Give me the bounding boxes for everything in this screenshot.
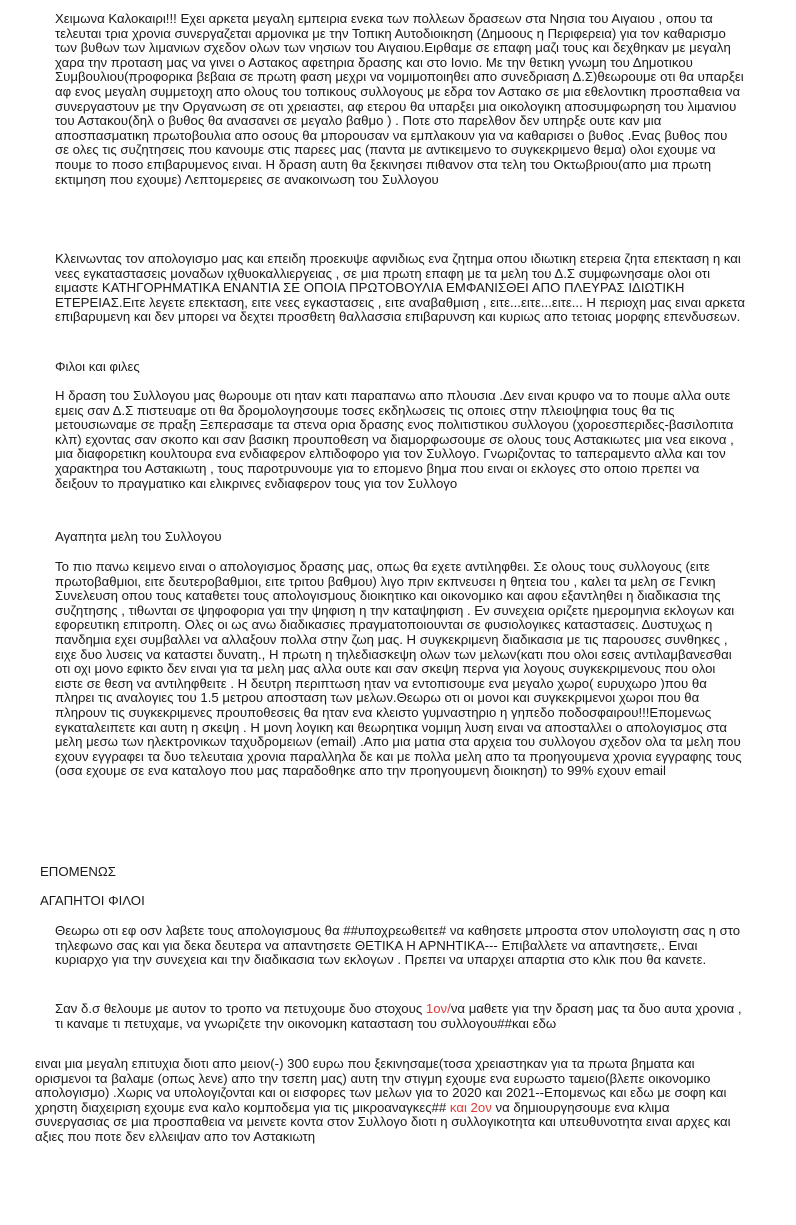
paragraph-goals bbox=[55, 1002, 745, 1031]
paragraph-final bbox=[35, 1057, 745, 1145]
paragraph-intro: Χειμωνα Καλοκαιρι!!! Εχει αρκετα μεγαλη εμπειρια ενεκα των πολλεων δρασεων στα Νησια του Αιγαιου , οπου τα τελευται τρια χρονια συνεργαζεται αρμονικα με την Τοπικη Αυτοδιοικηση (Δημοους η Περιφερεια) για τον καθαρισμο των βυθων των λιμανιων σχεδον ολων των νησιων του Αιγαιου.Ειρθαμε σε επαφη μαζι τους και δεχθηκαν με μεγαλη χαρα την προταση μας να γινει ο Αστακος αφετηρια δρασης και στο Ιονιο. Με την θετικη γνωμη του Δημοτικου Συμβουλιου(προφορικα βεβαια σε πρωτη φαση μεχρι να νομιμοποιηθει απο συνεδριαση Δ.Σ)θεωρουμε οτι θα υπαρξει αφ ενος μεγαλη συμμετοχη απο ολους του τοπικους συλλογους με εδρα τον Αστακο σε μια εθελοντικη προσπαθεια να συνεργαστουν με την Οργανωση σε οτι χρειαστει, αφ ετερου θα υπαρξει μια οικολογικη αποσυμφωρηση του λιμανιου του Αστακου(δηλ ο βυθος θα ανασανει σε μεγαλο βαθμο ) . Ποτε στο παρελθον δεν υπηρξε ουτε καν μια αποσπασματικη πρωτοβουλια απο οσους θα μπορουσαν να εμπλακουν για να καθαρισει ο βυθος .Ενας βυθος που σε ολες τις συζητησεις που κανουμε στις παρεες μας (παντα με αντικειμενο το συγκεκριμενο θεμα) ολοι εχουμε να πουμε το ποσο επιβαρυμενος ειναι. Η δραση αυτη θα ξεκινησει πιθανον στα τελη του Οκτωβριου(απο μια πρωτη εκτιμηση που εχουμε) Λεπτομερειες σε ανακοινωση του Συλλογου bbox=[55, 11, 744, 187]
paragraph-friends: Η δραση του Συλλογου μας θωρουμε οτι ηταν κατι παραπανω απο πλουσια .Δεν ειναι κρυφο να το πουμε αλλα ουτε εμεις σαν Δ.Σ πιστευαμε οτι θα δρομολογησουμε τοσες εκδηλωσεις τις οποιες στην πλειοψηφια τους θα τις μετουσιωναμε σε πραξη Ξεπερασαμε τα στενα ορια δρασης ενος πολιτιστικου συλλογου (χοροεσπεριδες-βασιλοπιτα κλπ) εχοντας σαν σκοπο και σαν βασικη προυποθεση να διαμορφωσουμε σε ολους τους Αστακιωτες μια νεα εικονα , μια διαφορετικη κουλτουρα ενα ενδιαφερον ελπιδοφορο για τον Συλλογο. Γνωριζοντας το ταπεραμεντο αλλα και τον χαρακτηρα του Αστακιωτη , τους παροτρυνουμε για το επομενο βημα που ειναι οι εκλογες στο οποιο πρεπει να δειξουν το πραγματικο και ελικρινες ενδιαφερον τους για τον Συλλογο bbox=[55, 388, 734, 491]
final-second-marker: και 2ον bbox=[446, 1099, 492, 1115]
heading-dear-friends: ΑΓΑΠΗΤΟΙ ΦΙΛΟΙ bbox=[40, 893, 145, 908]
heading-friends: Φιλοι και φιλες bbox=[55, 359, 140, 374]
paragraph-members: Το πιο πανω κειμενο ειναι ο απολογισμος δρασης μας, οπως θα εχετε αντιληφθει. Σε ολους τους συλλογους (ειτε πρωτοβαθμιοι, ειτε δευτεροβαθμιοι, ειτε τριτου βαθμου) λιγο πριν εκπνευσει η θητεια του , καλει τα μελη σε Γενικη Συνελευση οπου τους καταθετει τους απολογισμους διοικητικο και οικονομικο και αφου εξαντληθει η διαδικασια της συζητησης , τιθωνται σε ψηφοφορια γαι την ψηφιση η την καταψηφιση . Εν συνεχεια οριζετε ημερομηνια εκλογων και εφορευτικη επιτροπη. Ολες οι ως ανω διαδικασιες πραγματοποιουνται σε φυσιολογικες καταστασεις. Δυστυχως η πανδημια εχει συμβαλλει να αλλαξουν πολλα στην ζωη μας. Η συγκεκριμενη διαδικασια με τις παρουσες συνθηκες , ειχε δυο λυσεις να καταστει δυνατη., Η πρωτη η τηλεδιασκεψη ολων των μελων(κατι που ολοι εσεις αντιλαμβανεσθαι οτι οχι μονο εφικτο δεν ειναι για τα μελη μας αλλα ουτε και σαν σκεψη περνα για λογους συγκεκριμενους που ολοι ειστε σε θεση να αντιληφθειτε . Η δευτρη περιπτωση ηταν να εντοπισουμε ενα μεγαλο χωρο( ευρυχωρο )που θα πληρει τις αναλογιες του 1.5 μετρου αποσταση των μελων.Θεωρω οτι οι μονοι και συγκεκριμενοι χωροι που θα πληρουν τις συγκεκριμενες προυποθεσεις θα ηταν ενα κλειστο γυμναστηριο η γηπεδο ποδοσφαιρου!!!Επομενως εγκαταλειπετε και αυτη η σκεψη . Η μονη λογικη και θεωρητικα νομιμη λυση ειναι να αποσταλλει ο απολογισμος στα μελη μεσω των ηλεκτρονικων ταχυδρομειων (email) .Απο μια ματια στα αρχεια του συλλογου σχεδον ολα τα μελη που εχουν εγγραφει τα δυο τελευταια χρονια παραλληλα δε και με πολλα μελη απο τα προηγουμενα χρονια εγγραφης τους (οσα εχουμε σε ενα καταλογο που μας παραδοθηκε απο την προηγουμενη διοικηση) το 99% εχουν email bbox=[55, 559, 742, 779]
final-text-b: να δημιουργησουμε ενα κλιμα συνεργασιας σε μια προσπαθεια να μεινετε κοντα στον Συλλογο διοτι η συλλογικοτητα και υπευθυνοτητα ειναι αρχες και αξιες που ποτε δεν ελλειψαν απο τον Αστακιωτη bbox=[35, 1099, 731, 1144]
goals-text-b: να μαθετε για την δραση μας τα δυο αυτα χρονια , τι καναμε τι πετυχαμε, να γνωριζετε την οικονομκη κατασταση του συλλογου##και εδω bbox=[55, 1001, 742, 1031]
paragraph-closing-report: Κλεινωντας τον απολογισμο μας και επειδη προεκυψε αφνιδιως ενα ζητημα οπου ιδιωτικη ετερεια ζητα επεκταση η και νεες εγκαταστασεις μοναδων ιχθυοκαλλιεργειας , σε μια πρωτη επαφη με τα μελη του Δ.Σ συμφωνησαμε ολοι οτι ειμαστε ΚΑΤΗΓΟΡΗΜΑΤΙΚΑ ΕΝΑΝΤΙΑ ΣΕ ΟΠΟΙΑ ΠΡΩΤΟΒΟΥΛΙΑ ΕΜΦΑΝΙΣΘΕΙ ΑΠΟ ΠΛΕΥΡΑΣ ΙΔΙΩΤΙΚΗ ΕΤΕΡΕΙΑΣ.Ειτε λεγετε επεκταση, ειτε νεες εγκαστασεις , ειτε αναβαθμιση , ειτε...ειτε...ειτε... Η περιοχη μας ειναι αρκετα επιβαρυμενη και δεν μπορει να δεχτει προσθετη θαλλασσια επιβαρυνση και κυριως απο τετοιας μορφης επενδυσεων. bbox=[55, 251, 746, 325]
final-text-a: ειναι μια μεγαλη επιτυχια διοτι απο μειον(-) 300 ευρω που ξεκινησαμε(τοσα χρειαστηκαν για τα πρωτα βηματα και ορισμενοι τα βαλαμε (οπως λενε) απο την τσεπη μας) αυτη την στιγμη εχουμε ενα ευρωστο ταμειο(βλεπε οικονομικο απολογισμο) .Χωρις να υπολογιζονται και οι εισφορες των μελων για το 2020 και 2021--Επομενως και εδω με σοφη και χρηστη διαχειριση εχουμε ενα καλο κομποδεμα για τις μικροαναγκες## bbox=[35, 1056, 727, 1115]
heading-therefore: ΕΠΟΜΕΝΩΣ bbox=[40, 864, 116, 879]
goals-first-marker: 1ον/ bbox=[425, 1001, 451, 1016]
heading-dear-members: Αγαπητα μελη του Συλλογου bbox=[55, 529, 222, 544]
paragraph-vote: Θεωρω οτι εφ οσν λαβετε τους απολογισμους θα ##υποχρεωθειτε# να καθησετε μπροστα στον υπολογιστη σας η στο τηλεφωνο σας και για δεκα δευτερα να απαντησετε ΘΕΤΙΚΑ Η ΑΡΝΗΤΙΚΑ--- Επιβαλλετε να απαντησετε,. Ειναι κυριαρχο για την συνεχεια και την διαδικασια των εκλογων . Πρεπει να υπαρχει απαρτια στο κλικ που θα κανετε. bbox=[55, 923, 741, 968]
goals-text-a: Σαν δ.σ θελουμε με αυτον το τροπο να πετυχουμε δυο στοχους bbox=[55, 1001, 426, 1016]
